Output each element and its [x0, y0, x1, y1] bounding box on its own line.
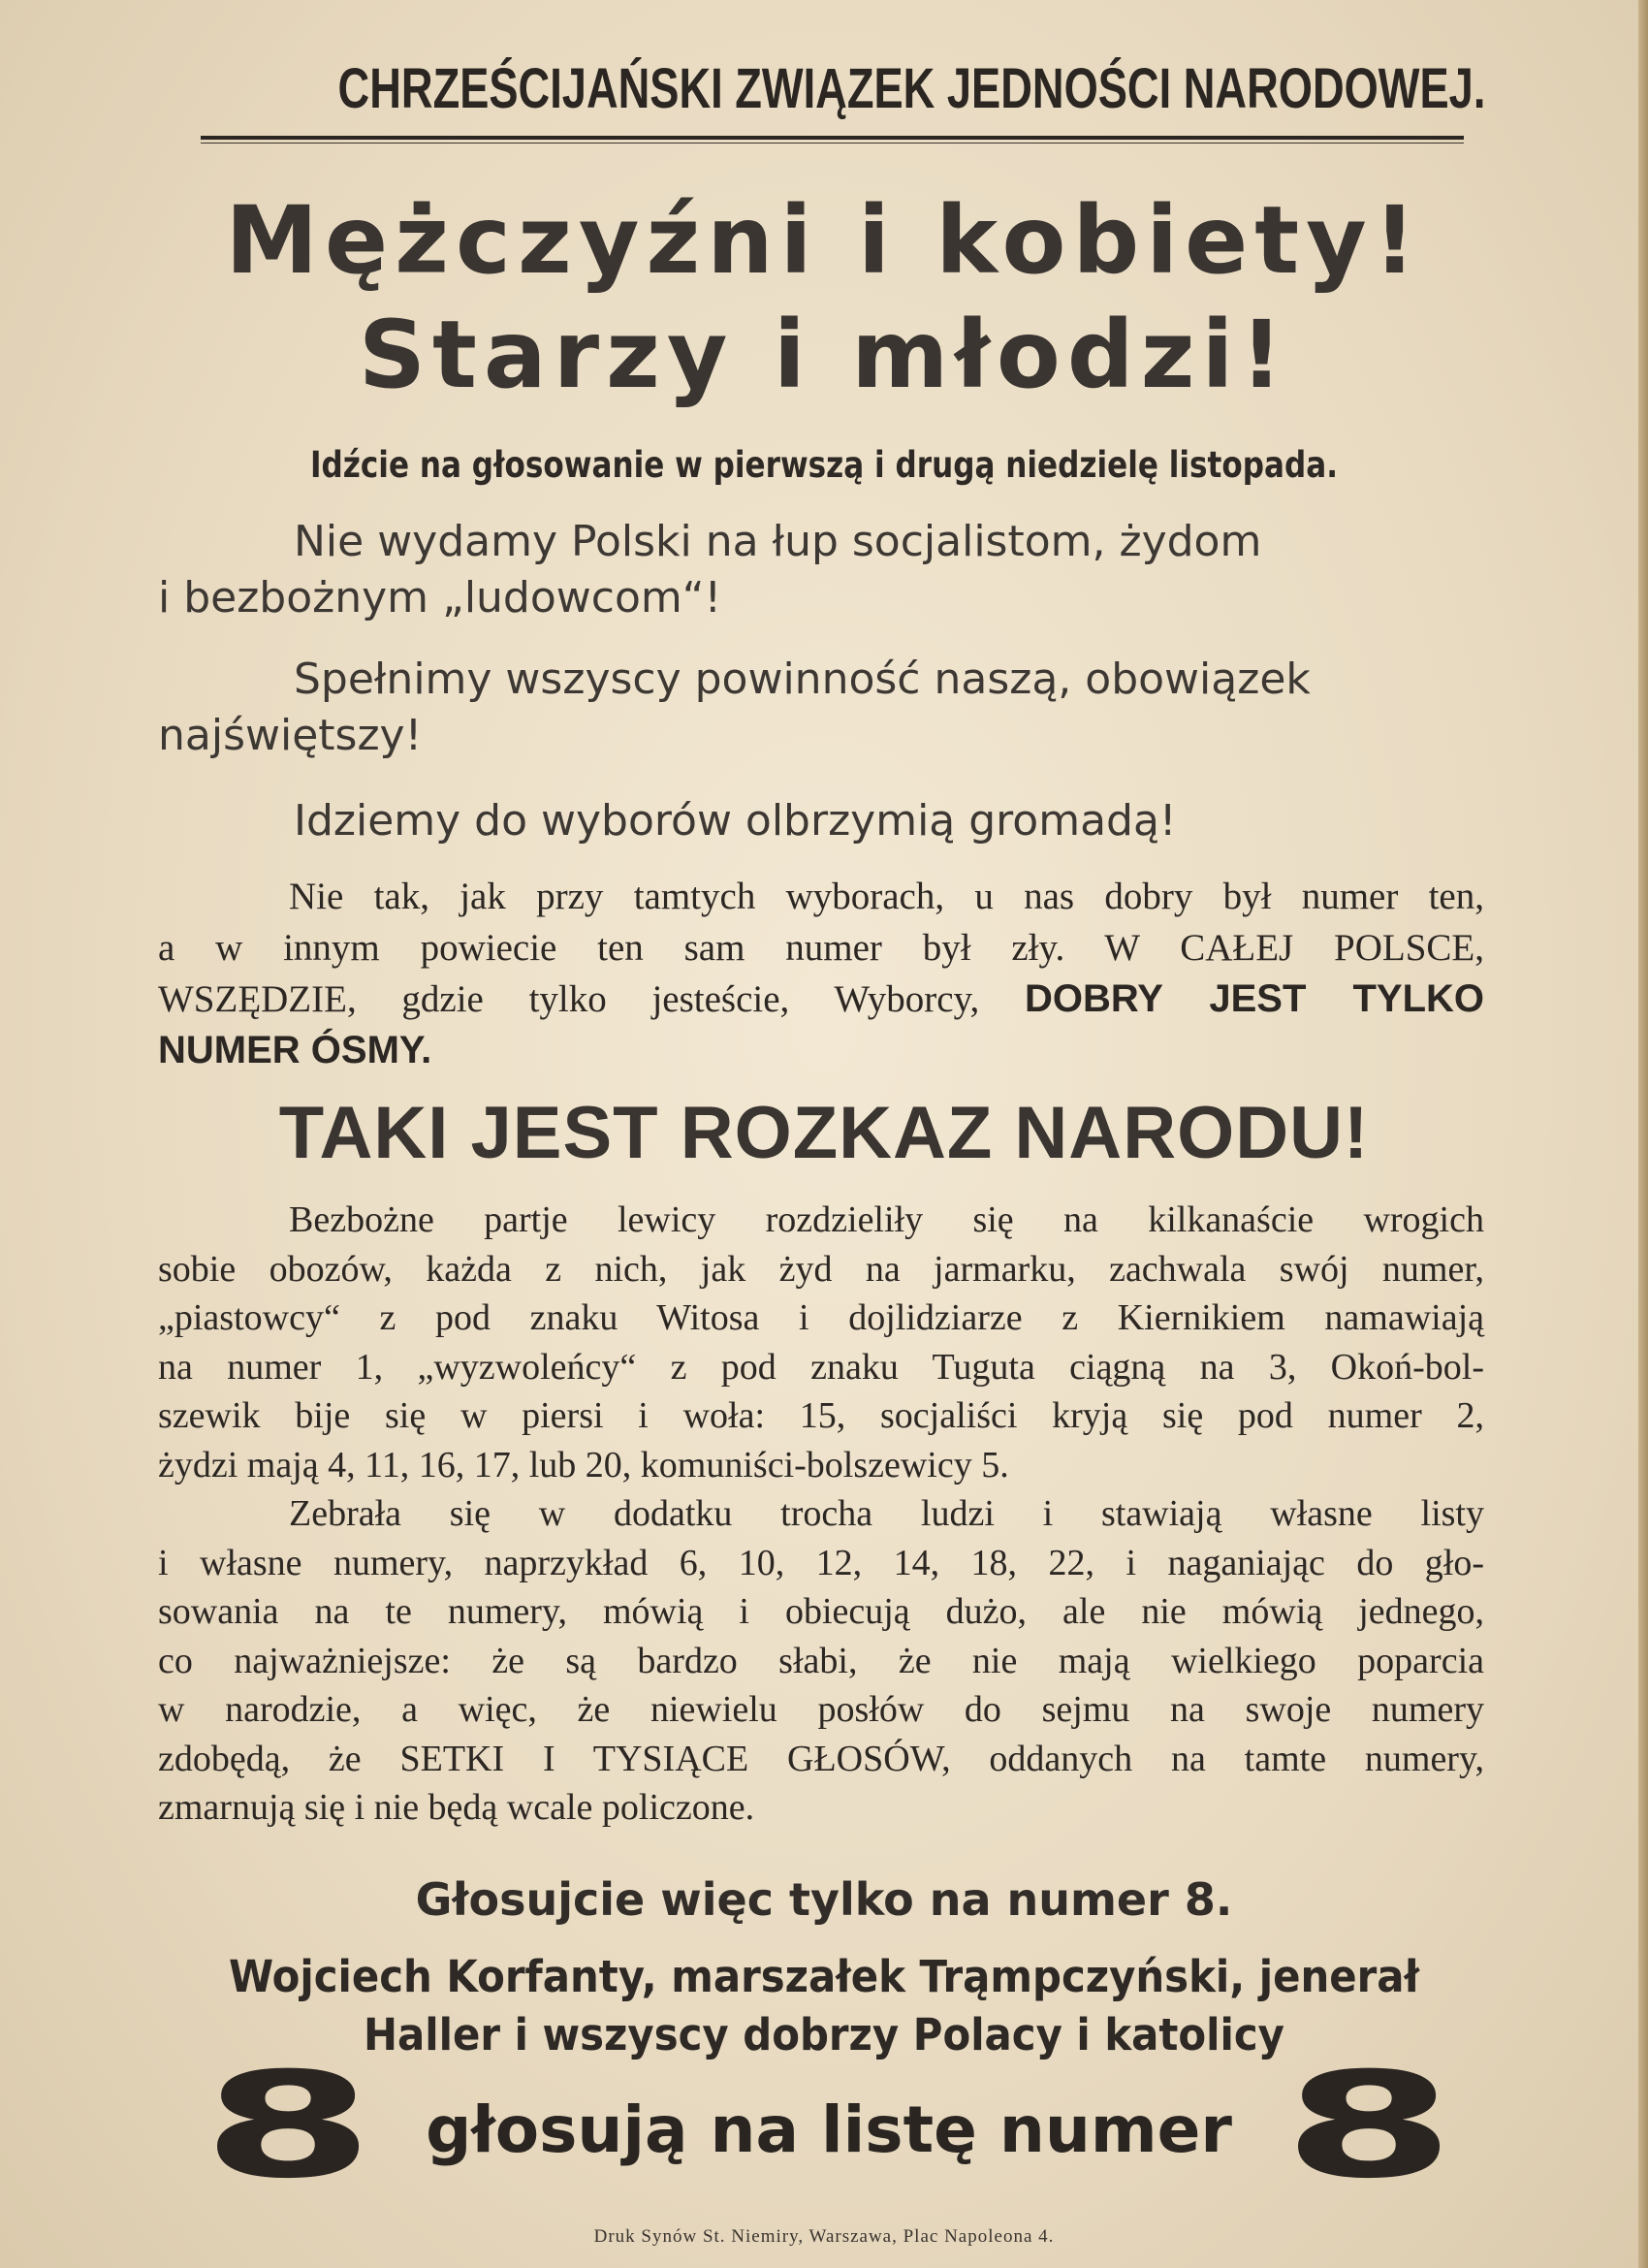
paper-edge: [1638, 0, 1648, 2268]
organization-header: CHRZEŚCIJAŃSKI ZWIĄZEK JEDNOŚCI NARODOWEJ.: [337, 57, 1486, 120]
paragraph-5-line: co najważniejsze: że są bardzo słabi, że nie mają wielkiego poparcia: [158, 1640, 1484, 1681]
paragraph-5: [158, 1196, 1484, 1833]
paragraph-5-line: sowania na te numery, mówią i obiecują dużo, ale nie mówią jednego,: [158, 1591, 1484, 1632]
paragraph-5-line: szewik bije się w piersi i woła: 15, socjaliści kryją się pod numer 2,: [158, 1395, 1484, 1436]
paragraph-1-line-2: i bezbożnym „ludowcom“!: [158, 573, 722, 623]
paragraph-5-line: Zebrała się w dodatku trocha ludzi i stawiają własne listy: [289, 1493, 1484, 1534]
paragraph-2-line-2: najświętszy!: [158, 711, 423, 760]
big-number-right: 8: [1283, 2042, 1455, 2211]
paragraph-2: [158, 652, 1505, 764]
paragraph-4-line-3-text: WSZĘDZIE, gdzie tylko jesteście, Wyborcy,: [158, 978, 980, 1020]
header-rule-thin: [201, 143, 1464, 144]
vote-call: Głosujcie więc tylko na numer 8.: [415, 1873, 1233, 1926]
header-rule: [201, 136, 1464, 140]
paragraph-4-line-1: Nie tak, jak przy tamtych wyborach, u nas dobry był numer ten,: [289, 876, 1484, 917]
paragraph-5-line: zmarnują się i nie będą wcale policzone.: [158, 1787, 755, 1828]
paragraph-5-line: sobie obozów, każda z nich, jak żyd na jarmarku, zachwala swój numer,: [158, 1248, 1484, 1290]
paragraph-4-line-2: a w innym powiecie ten sam numer był zły. W CAŁEJ POLSCE,: [158, 927, 1484, 969]
title-line-2: Starzy i młodzi!: [358, 301, 1290, 409]
paragraph-5-line: żydzi mają 4, 11, 16, 17, lub 20, komuniści-bolszewicy 5.: [158, 1444, 1009, 1485]
big-number-left: 8: [202, 2042, 374, 2211]
paragraph-2-line-1: Spełnimy wszyscy powinność naszą, obowiązek: [294, 655, 1311, 704]
paragraph-1: [158, 514, 1505, 626]
paragraph-3: Idziemy do wyborów olbrzymią gromadą!: [294, 796, 1177, 846]
paragraph-5-line: zdobędą, że SETKI I TYSIĄCE GŁOSÓW, oddanych na tamte numery,: [158, 1738, 1484, 1779]
list-number-text: głosują na listę numer: [426, 2092, 1232, 2167]
paragraph-5-line: na numer 1, „wyzwoleńcy“ z pod znaku Tuguta ciągną na 3, Okoń-bol-: [158, 1346, 1484, 1388]
paragraph-4-line-3: [158, 974, 1484, 1025]
paragraph-4: [158, 871, 1484, 1076]
title-line-1: Mężczyźni i kobiety!: [225, 186, 1423, 295]
paragraph-1-line-1: Nie wydamy Polski na łup socjalistom, żydom: [294, 517, 1262, 566]
paragraph-4-line-4: NUMER ÓSMY.: [158, 1029, 432, 1071]
list-number-line: [116, 2042, 1532, 2211]
printer-imprint: Druk Synów St. Niemiry, Warszawa, Plac Napoleona 4.: [593, 2226, 1055, 2247]
command-heading: TAKI JEST ROZKAZ NARODU!: [278, 1092, 1370, 1174]
paragraph-5-line: w narodzie, a więc, że niewielu posłów do sejmu na swoje numery: [158, 1689, 1484, 1730]
supporters-line-1: Wojciech Korfanty, marszałek Trąmpczyński, jenerał: [228, 1951, 1420, 2002]
paragraph-4-line-3-bold: DOBRY JEST TYLKO: [1025, 977, 1484, 1020]
supporters-line-2: Haller i wszyscy dobrzy Polacy i katolicy: [364, 2009, 1284, 2060]
paragraph-5-line: „piastowcy“ z pod znaku Witosa i dojlidziarze z Kiernikiem namawiają: [158, 1297, 1484, 1338]
paragraph-5-line: i własne numery, naprzykład 6, 10, 12, 14, 18, 22, i naganiając do gło-: [158, 1542, 1484, 1583]
subtitle: Idźcie na głosowanie w pierwszą i drugą niedzielę listopada.: [309, 444, 1339, 486]
paragraph-5-line: Bezbożne partje lewicy rozdzieliły się na kilkanaście wrogich: [289, 1199, 1484, 1240]
